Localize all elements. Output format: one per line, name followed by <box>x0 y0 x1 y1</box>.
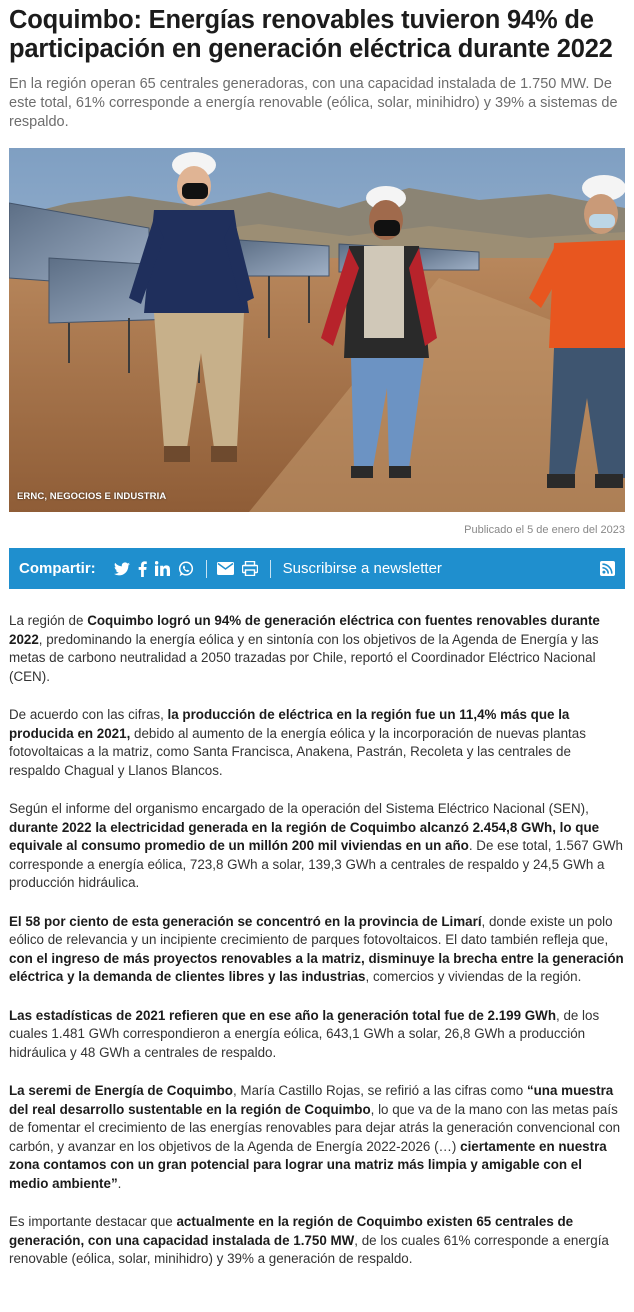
paragraph-3: Según el informe del organismo encargado de la operación del Sistema Eléctrico Nacional (SEN), durante 2022 la electricidad generada en la región de Coquimbo alcanzó 2.454,8 GWh, lo que equivale al consumo promedio de un millón 200 mil viviendas en un año. De ese total, 1.567 GWh corresponde a energía eólica, 723,8 GWh a solar, 139,3 GWh a centrales de respaldo y 24,5 GWh a producción hidráulica. <box>9 801 623 890</box>
hero-image <box>9 148 625 512</box>
whatsapp-icon[interactable] <box>178 559 194 579</box>
share-bar <box>9 548 625 589</box>
publish-date: Publicado el 5 de enero del 2023 <box>464 524 625 536</box>
article-title: Coquimbo: Energías renovables tuvieron 94% de participación en generación eléctrica durante 2022 <box>9 6 613 63</box>
twitter-icon[interactable] <box>114 559 130 579</box>
email-icon[interactable] <box>217 559 234 579</box>
newsletter-link[interactable]: Suscribirse a newsletter <box>282 560 442 577</box>
solar-plant-photo <box>9 148 625 512</box>
article-body <box>9 612 625 1269</box>
paragraph-7: Es importante destacar que actualmente en la región de Coquimbo existen 65 centrales de generación, con una capacidad instalada de 1.750 MW, de los cuales 61% corresponde a energía renovable (eólica, solar, minihidro) y 39% a generación de respaldo. <box>9 1214 609 1266</box>
print-icon[interactable] <box>242 559 258 579</box>
share-label: Compartir: <box>19 560 96 577</box>
linkedin-icon[interactable] <box>155 559 170 579</box>
image-category-tag[interactable]: ERNC, NEGOCIOS E INDUSTRIA <box>17 491 167 502</box>
article-subtitle: En la región operan 65 centrales generadoras, con una capacidad instalada de 1.750 MW. De este total, 61% corresponde a energía renovable (eólica, solar, minihidro) y 39% a sistemas de respaldo. <box>9 76 618 130</box>
paragraph-6: La seremi de Energía de Coquimbo, María Castillo Rojas, se refirió a las cifras como “una muestra del real desarrollo sustentable en la región de Coquimbo, lo que va de la mano con las metas país de fomentar el crecimiento de las energías renovables para dejar atrás la generación convencional con carbón, y avanzar en los objetivos de la Agenda de Energía 2022-2026 (…) ciertamente en nuestra zona contamos con un gran potencial para lograr una matriz más limpia y amigable con el medio ambiente”. <box>9 1083 621 1191</box>
share-divider-2 <box>270 560 271 578</box>
share-divider <box>206 560 207 578</box>
paragraph-4: El 58 por ciento de esta generación se concentró en la provincia de Limarí, donde existe un polo eólico de relevancia y un incipiente crecimiento de parques fotovoltaicos. El dato también refleja que, con el ingreso de más proyectos renovables a la matriz, disminuye la brecha entre la generación eléctrica y la demanda de clientes libres y las industrias, comercios y viviendas de la región. <box>9 913 624 984</box>
paragraph-2: De acuerdo con las cifras, la producción de eléctrica en la región fue un 11,4% más que la producida en 2021, debido al aumento de la energía eólica y la incorporación de nuevas plantas fotovoltaicas a la matriz, como Santa Francisca, Anakena, Pastrán, Recoleta y las centrales de respaldo Chagual y Llanos Blancos. <box>9 707 586 778</box>
facebook-icon[interactable] <box>138 559 147 579</box>
paragraph-1: La región de Coquimbo logró un 94% de generación eléctrica con fuentes renovables durante 2022, predominando la energía eólica y en sintonía con los objetivos de la Agenda de Energía y las metas de carbono neutralidad a 2050 trazadas por Chile, reportó el Coordinador Eléctrico Nacional (CEN). <box>9 613 600 684</box>
rss-icon[interactable] <box>600 559 615 579</box>
paragraph-5: Las estadísticas de 2021 refieren que en ese año la generación total fue de 2.199 GWh, de los cuales 1.481 GWh correspondieron a energía eólica, 643,1 GWh a solar, 26,8 GWh a producción hidráulica y 48 GWh a centrales de respaldo. <box>9 1007 600 1060</box>
